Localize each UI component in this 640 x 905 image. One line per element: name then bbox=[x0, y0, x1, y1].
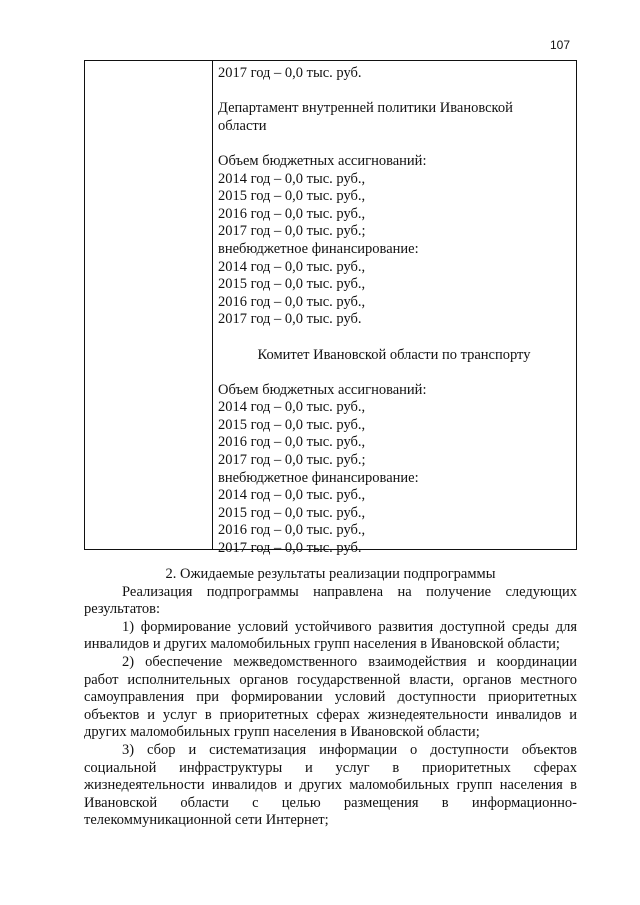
funding-line: 2014 год – 0,0 тыс. руб., bbox=[218, 258, 366, 275]
expected-results-section bbox=[84, 566, 577, 830]
paragraph: 3) сбор и систематизация информации о доступности объектов социальной инфраструктуры и услуг в приоритетных сферах жизнедеятельности инвалидов и других маломобильных групп населения в Ивановской области с целью размещения в информационно-телекоммуникационной сети Интернет; bbox=[84, 741, 577, 829]
department-name: области bbox=[218, 117, 267, 134]
funding-cell bbox=[218, 65, 570, 558]
paragraph: 1) формирование условий устойчивого развития доступной среды для инвалидов и других маломобильных групп населения в Ивановской области; bbox=[84, 618, 577, 653]
funding-line: 2017 год – 0,0 тыс. руб.; bbox=[218, 452, 366, 469]
funding-line: 2016 год – 0,0 тыс. руб., bbox=[218, 293, 366, 310]
funding-line: 2014 год – 0,0 тыс. руб., bbox=[218, 399, 366, 416]
funding-line: 2014 год – 0,0 тыс. руб., bbox=[218, 487, 366, 504]
column-divider bbox=[212, 61, 213, 549]
funding-line: 2017 год – 0,0 тыс. руб. bbox=[218, 65, 362, 81]
section-title: 2. Ожидаемые результаты реализации подпрограммы bbox=[165, 566, 496, 582]
budget-label: Объем бюджетных ассигнований: bbox=[218, 152, 427, 169]
funding-line: 2017 год – 0,0 тыс. руб. bbox=[218, 311, 362, 328]
funding-line: 2015 год – 0,0 тыс. руб., bbox=[218, 504, 366, 521]
extra-budget-label: внебюджетное финансирование: bbox=[218, 469, 419, 486]
funding-line: 2015 год – 0,0 тыс. руб., bbox=[218, 416, 366, 433]
extra-budget-label: внебюджетное финансирование: bbox=[218, 240, 419, 257]
funding-line: 2015 год – 0,0 тыс. руб., bbox=[218, 276, 366, 293]
budget-table bbox=[84, 60, 577, 557]
funding-line: 2016 год – 0,0 тыс. руб., bbox=[218, 434, 366, 451]
funding-line: 2016 год – 0,0 тыс. руб., bbox=[218, 522, 366, 539]
page-number: 107 bbox=[549, 38, 570, 52]
funding-line: 2015 год – 0,0 тыс. руб., bbox=[218, 188, 366, 205]
funding-line: 2017 год – 0,0 тыс. руб.; bbox=[218, 223, 366, 240]
department-name: Комитет Ивановской области по транспорту bbox=[257, 346, 531, 363]
paragraph: 2) обеспечение межведомственного взаимодействия и координации работ исполнительных органов государственной власти, органов местного самоуправления при формировании условий доступности приоритетных объектов и услуг в приоритетных сферах жизнедеятельности инвалидов и других маломобильных групп населения в Ивановской области; bbox=[84, 653, 577, 741]
paragraph: Реализация подпрограммы направлена на получение следующих результатов: bbox=[84, 583, 577, 618]
funding-line: 2014 год – 0,0 тыс. руб., bbox=[218, 170, 366, 187]
department-name: Департамент внутренней политики Ивановской bbox=[218, 100, 513, 117]
funding-line: 2016 год – 0,0 тыс. руб., bbox=[218, 205, 366, 222]
funding-line: 2017 год – 0,0 тыс. руб. bbox=[218, 540, 362, 557]
budget-label: Объем бюджетных ассигнований: bbox=[218, 381, 427, 398]
